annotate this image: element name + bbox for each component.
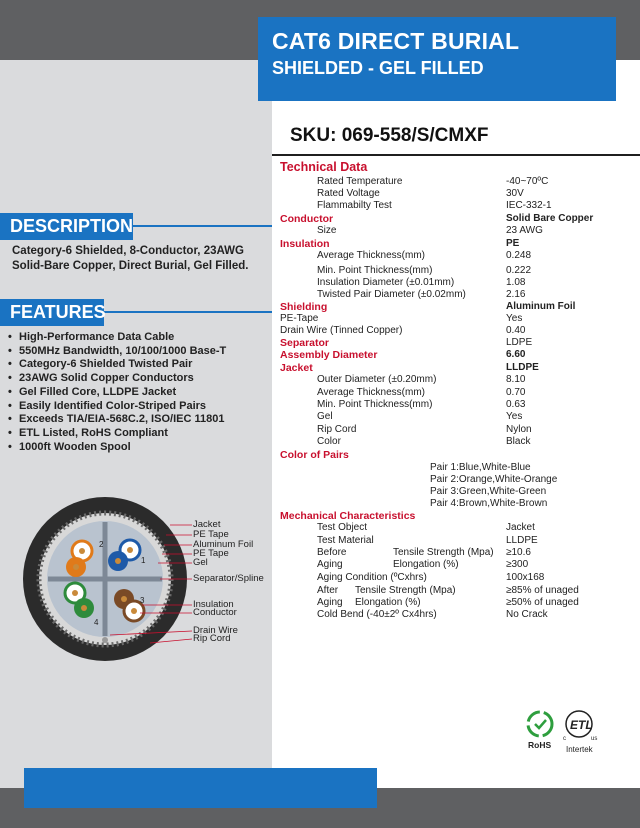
spec-value: 23 AWG bbox=[506, 225, 543, 236]
spec-label: Insulation Diameter (±0.01mm) bbox=[317, 277, 455, 288]
label-pe-tape: PE Tape bbox=[193, 529, 229, 540]
conductor-value: Solid Bare Copper bbox=[506, 213, 594, 224]
spec-label: Rip Cord bbox=[317, 424, 357, 435]
copper-core bbox=[73, 564, 79, 570]
spec-sublabel: Tensile Strength (Mpa) bbox=[393, 547, 494, 558]
spec-label: Test Material bbox=[317, 535, 374, 546]
spec-label: Average Thickness(mm) bbox=[317, 250, 425, 261]
feature-item: • Exceeds TIA/EIA-568C.2, ISO/IEC 11801 bbox=[8, 413, 226, 427]
sku-label: SKU: 069-558/S/CMXF bbox=[290, 125, 489, 146]
spec-value: 30V bbox=[506, 188, 524, 199]
pair-number: 1 bbox=[141, 556, 146, 565]
spec-value: ≥300 bbox=[506, 559, 529, 570]
copper-core bbox=[127, 547, 133, 553]
pair-number: 2 bbox=[99, 540, 104, 549]
section-jacket: Jacket bbox=[280, 362, 313, 374]
pair-color: Pair 3:Green,White-Green bbox=[430, 486, 547, 497]
spec-value: IEC-332-1 bbox=[506, 200, 552, 211]
label-aluminum-foil: Aluminum Foil bbox=[193, 539, 254, 550]
rohs-icon bbox=[528, 712, 552, 736]
description-line: Solid-Bare Copper, Direct Burial, Gel Filled. bbox=[12, 260, 249, 272]
pair-number: 3 bbox=[140, 596, 145, 605]
spec-label: Cold Bend (-40±2º Cx4hrs) bbox=[317, 609, 437, 620]
spec-value: Jacket bbox=[506, 522, 535, 533]
intertek-label: Intertek bbox=[566, 745, 593, 754]
features-list bbox=[8, 331, 226, 454]
spec-label: Aging bbox=[317, 597, 343, 608]
label-pe-tape: PE Tape bbox=[193, 548, 229, 559]
spec-value: ≥10.6 bbox=[506, 547, 531, 558]
product-title: CAT6 DIRECT BURIAL bbox=[272, 28, 520, 54]
spec-label: Drain Wire (Tinned Copper) bbox=[280, 325, 403, 336]
spec-value: 1.08 bbox=[506, 277, 526, 288]
spec-label: Min. Point Thickness(mm) bbox=[317, 265, 433, 276]
spec-value: Black bbox=[506, 436, 531, 447]
spec-value: 8.10 bbox=[506, 374, 526, 385]
spec-label: Rated Voltage bbox=[317, 188, 380, 199]
pair-color: Pair 1:Blue,White-Blue bbox=[430, 462, 531, 473]
assembly-diameter-value: 6.60 bbox=[506, 349, 526, 360]
spec-value: Nylon bbox=[506, 424, 532, 435]
footer-bar bbox=[24, 768, 377, 808]
copper-core bbox=[79, 548, 85, 554]
pair-number: 4 bbox=[94, 618, 99, 627]
label-drain-wire: Drain Wire bbox=[193, 625, 238, 636]
pair-color: Pair 2:Orange,White-Orange bbox=[430, 474, 558, 485]
feature-item: • High-Performance Data Cable bbox=[8, 331, 226, 345]
spec-label: Average Thickness(mm) bbox=[317, 387, 425, 398]
copper-core bbox=[115, 558, 121, 564]
label-insulation: Insulation bbox=[193, 599, 234, 610]
spec-label: Rated Temperature bbox=[317, 176, 403, 187]
spec-label: Twisted Pair Diameter (±0.02mm) bbox=[317, 289, 466, 300]
feature-item: • 23AWG Solid Copper Conductors bbox=[8, 372, 226, 386]
spec-value: ≥50% of unaged bbox=[506, 597, 579, 608]
spec-label: After bbox=[317, 585, 339, 596]
spec-value: 0.63 bbox=[506, 399, 526, 410]
etl-us: us bbox=[591, 736, 598, 742]
spec-value: ≥85% of unaged bbox=[506, 585, 579, 596]
insulation-value: PE bbox=[506, 238, 520, 249]
divider bbox=[272, 154, 640, 156]
spec-value: -40~70ºC bbox=[506, 176, 549, 187]
section-assembly-diameter: Assembly Diameter bbox=[280, 349, 378, 361]
feature-item: • Category-6 Shielded Twisted Pair bbox=[8, 358, 226, 372]
spec-label: Aging Condition (ºCxhrs) bbox=[317, 572, 427, 583]
spec-label: Flammabilty Test bbox=[317, 200, 392, 211]
description-line: Category-6 Shielded, 8-Conductor, 23AWG bbox=[12, 245, 244, 257]
section-color-of-pairs: Color of Pairs bbox=[280, 449, 349, 461]
title-banner bbox=[258, 17, 616, 101]
feature-item: • Gel Filled Core, LLDPE Jacket bbox=[8, 386, 226, 400]
shielding-value: Aluminum Foil bbox=[506, 301, 576, 312]
product-subtitle: SHIELDED - GEL FILLED bbox=[272, 58, 484, 78]
spec-value: LLDPE bbox=[506, 535, 538, 546]
copper-core bbox=[81, 605, 87, 611]
spec-label: Before bbox=[317, 547, 347, 558]
drain-wire bbox=[102, 637, 108, 643]
spec-label: Min. Point Thickness(mm) bbox=[317, 399, 433, 410]
spec-label: Gel bbox=[317, 411, 333, 422]
description-text bbox=[12, 244, 267, 274]
section-shielding: Shielding bbox=[280, 301, 328, 313]
separator-value: LDPE bbox=[506, 337, 533, 348]
spec-value: No Crack bbox=[506, 609, 548, 620]
description-heading: DESCRIPTION bbox=[0, 213, 133, 240]
jacket-value: LLDPE bbox=[506, 362, 539, 373]
section-insulation: Insulation bbox=[280, 238, 330, 250]
etl-c: c bbox=[563, 736, 566, 742]
rohs-label: RoHS bbox=[528, 740, 552, 750]
spec-sublabel: Elongation (%) bbox=[393, 559, 459, 570]
copper-core bbox=[131, 608, 137, 614]
cable-cross-section bbox=[20, 495, 200, 665]
spec-value: 2.16 bbox=[506, 289, 526, 300]
check-icon bbox=[535, 720, 546, 728]
pair-color: Pair 4:Brown,White-Brown bbox=[430, 498, 548, 509]
mechanical-title: Mechanical Characteristics bbox=[280, 510, 416, 522]
section-separator: Separator bbox=[280, 337, 330, 349]
features-heading: FEATURES bbox=[0, 299, 104, 326]
spec-label: Aging bbox=[317, 559, 343, 570]
spec-value: 0.222 bbox=[506, 265, 532, 276]
spec-value: Yes bbox=[506, 313, 523, 324]
spec-label: Outer Diameter (±0.20mm) bbox=[317, 374, 437, 385]
label-gel: Gel bbox=[193, 557, 208, 568]
copper-core bbox=[121, 596, 127, 602]
feature-item: • 550MHz Bandwidth, 10/100/1000 Base-T bbox=[8, 345, 226, 359]
label-separator: Separator/Spline bbox=[193, 573, 264, 584]
spec-value: 100x168 bbox=[506, 572, 545, 583]
spec-sublabel: Tensile Strength (Mpa) bbox=[355, 585, 456, 596]
technical-data-title: Technical Data bbox=[280, 160, 368, 174]
section-conductor: Conductor bbox=[280, 213, 334, 225]
feature-item: • 1000ft Wooden Spool bbox=[8, 441, 226, 455]
feature-item: • ETL Listed, RoHS Compliant bbox=[8, 427, 226, 441]
feature-item: • Easily Identified Color-Striped Pairs bbox=[8, 400, 226, 414]
spec-value: 0.40 bbox=[506, 325, 526, 336]
spec-value: 0.70 bbox=[506, 387, 526, 398]
spec-label: Size bbox=[317, 225, 337, 236]
spec-label: PE-Tape bbox=[280, 313, 319, 324]
label-conductor: Conductor bbox=[193, 607, 237, 618]
spec-label: Test Object bbox=[317, 522, 368, 533]
copper-core bbox=[72, 590, 78, 596]
spec-value: 0.248 bbox=[506, 250, 532, 261]
spec-sublabel: Elongation (%) bbox=[355, 597, 421, 608]
label-jacket: Jacket bbox=[193, 519, 221, 530]
label-rip-cord: Rip Cord bbox=[193, 633, 231, 644]
etl-mark: ETL bbox=[570, 718, 593, 732]
spec-value: Yes bbox=[506, 411, 523, 422]
spec-label: Color bbox=[317, 436, 341, 447]
